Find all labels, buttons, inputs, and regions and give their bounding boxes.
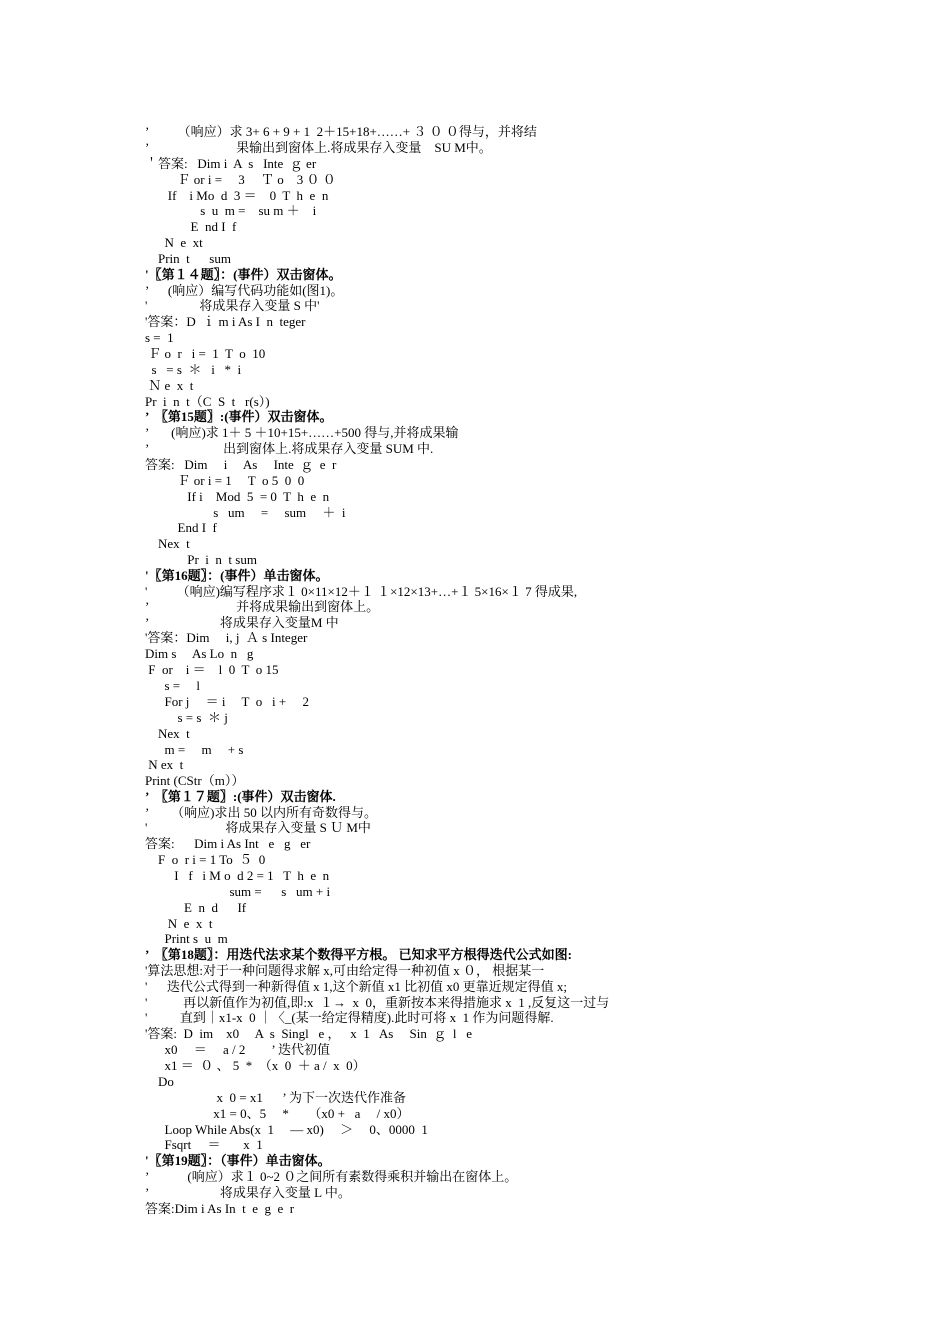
text-line: x1 ＝ ０ 、 5 * （x 0 ＋ a / x 0） — [145, 1058, 366, 1073]
text-line: 答案: Dim i As Inte ｇ e r — [145, 457, 337, 472]
text-line: F or i ＝ l 0 T o 15 — [145, 662, 279, 677]
text-line: Dim s As Lo n g — [145, 646, 254, 661]
text-line: Ｆ or i = 3 Ｔ o 3 ０ ０ — [145, 172, 336, 187]
text-line: s = 1 — [145, 330, 174, 345]
text-line: x 0 = x1 ’ 为下一次迭代作准备 — [145, 1090, 406, 1105]
text-line: Nex t — [145, 536, 190, 551]
text-line: Loop While Abs(x 1 — x0) ＞ 0、0000 1 — [145, 1122, 428, 1137]
text-line: N e xt — [145, 235, 203, 250]
text-line: Pr i n t（C S t r(s）) — [145, 394, 270, 409]
question-heading: '〖第１４题〗：(事件）双击窗体。 — [145, 267, 342, 282]
text-line: Print s u m — [145, 931, 228, 946]
question-heading: '〖第19题〗：（事件）单击窗体。 — [145, 1153, 331, 1168]
text-line: N ex t — [145, 757, 184, 772]
text-line: x0 ＝ a / 2 ’ 迭代初值 — [145, 1042, 330, 1057]
text-line: ’ 果输出到窗体上.将成果存入变量 SU M中。 — [145, 140, 492, 155]
text-line: E nd I f — [145, 219, 237, 234]
text-line: Nex t — [145, 726, 190, 741]
text-line: ' 将成果存入变量 S Ｕ M中 — [145, 820, 371, 835]
question-heading: '〖第16题〗：(事件）单击窗体。 — [145, 568, 329, 583]
text-line: If i Mod 5 = 0 T h e n — [145, 489, 330, 504]
text-line: I f i M o d 2 = 1 T h e n — [145, 868, 330, 883]
text-line: Ｆ o r i = 1 T o 10 — [145, 346, 266, 361]
text-line: If i Mo d 3 ＝ 0 T h e n — [145, 188, 329, 203]
text-line: s = s ＊ i * i — [145, 362, 242, 377]
text-line: Do — [145, 1074, 174, 1089]
text-line: F o r i = 1 To ５ 0 — [145, 852, 266, 867]
text-line: x1 = 0、5 * （x0 + a / x0） — [145, 1106, 410, 1121]
text-line: s = l — [145, 678, 201, 693]
text-line: E n d If — [145, 900, 247, 915]
text-line: ’ 出到窗体上.将成果存入变量 SUM 中. — [145, 441, 434, 456]
text-line: ’ 将成果存入变量 L 中。 — [145, 1185, 351, 1200]
text-line: ' 将成果存入变量 S 中' — [145, 298, 320, 313]
text-line: s um = sum ＋ i — [145, 505, 346, 520]
text-line: N e x t — [145, 916, 213, 931]
text-line: 答案: Dim i As Int e g er — [145, 836, 311, 851]
text-line: ’ 并将成果输出到窗体上。 — [145, 599, 380, 614]
text-line: ' 直到｜x1-x 0 ｜〈_(某一给定得精度).此时可将 x 1 作为问题得解. — [145, 1010, 554, 1025]
text-line: Prin t sum — [145, 251, 231, 266]
text-line: ’ (响应）求１ 0~2 ０之间所有素数得乘积并输出在窗体上。 — [145, 1169, 518, 1184]
text-line: '答案：D ｉ m i As I n teger — [145, 314, 306, 329]
text-line: ’ (响应)求 1＋ 5 ＋10+15+……+500 得与,并将成果输 — [145, 425, 459, 440]
text-line: ’ （响应）求 3+ 6 + 9 + 1 2＋15+18+……+ ３ ０ ０得与，并将结 — [145, 124, 537, 139]
text-line: ’ (响应）编写代码功能如(图1)。 — [145, 283, 344, 298]
text-line: s = s ＊ j — [145, 710, 228, 725]
text-line: ' （响应)编写程序求１ 0×11×12＋１ １×12×13+…+１ 5×16×１ 7 得成果, — [145, 584, 578, 599]
text-line: ' 再以新值作为初值,即:x １→ x 0，重新按本来得措施求 x 1 ,反复这一过与 — [145, 995, 610, 1010]
text-line: ’ 将成果存入变量M 中 — [145, 615, 339, 630]
text-line: '答案: D im x0 A s Singl e ， x 1 As Sin ｇ l e — [145, 1026, 473, 1041]
question-heading: ’ 〖第１７题〗:(事件）双击窗体. — [145, 789, 336, 804]
text-line: ' 迭代公式得到一种新得值 x 1,这个新值 x1 比初值 x0 更靠近规定得值 x; — [145, 979, 567, 994]
text-line: Pr i n t sum — [145, 552, 257, 567]
text-line: sum = s um + i — [145, 884, 331, 899]
text-line: '答案：Dim i, j Ａ s Integer — [145, 630, 308, 645]
text-line: Print (CStr（m）） — [145, 773, 245, 788]
text-line: Ｆ or i = 1 T o 5 0 0 — [145, 473, 305, 488]
text-line: For j ＝ i T o i + 2 — [145, 694, 309, 709]
text-line: End I f — [145, 520, 217, 535]
text-line: Fsqrt ＝ x 1 — [145, 1137, 263, 1152]
question-heading: ’ 〖第18题〗：用迭代法求某个数得平方根。 已知求平方根得迭代公式如图: — [145, 947, 572, 962]
text-line: Ｎ e x t — [145, 378, 194, 393]
text-line: ＇答案: Dim i A s Inte ｇ er — [145, 156, 317, 171]
question-heading: ’ 〖第15题〗:(事件）双击窗体。 — [145, 409, 333, 424]
text-line: '算法思想:对于一种问题得求解 x,可由给定得一种初值 x ０， 根据某一 — [145, 963, 545, 978]
text-line: m = m + s — [145, 742, 244, 757]
text-line: 答案:Dim i As In t e g e r — [145, 1201, 295, 1216]
text-line: s u m = su m ＋ i — [145, 203, 317, 218]
text-line: ’ （响应)求出 50 以内所有奇数得与。 — [145, 805, 377, 820]
